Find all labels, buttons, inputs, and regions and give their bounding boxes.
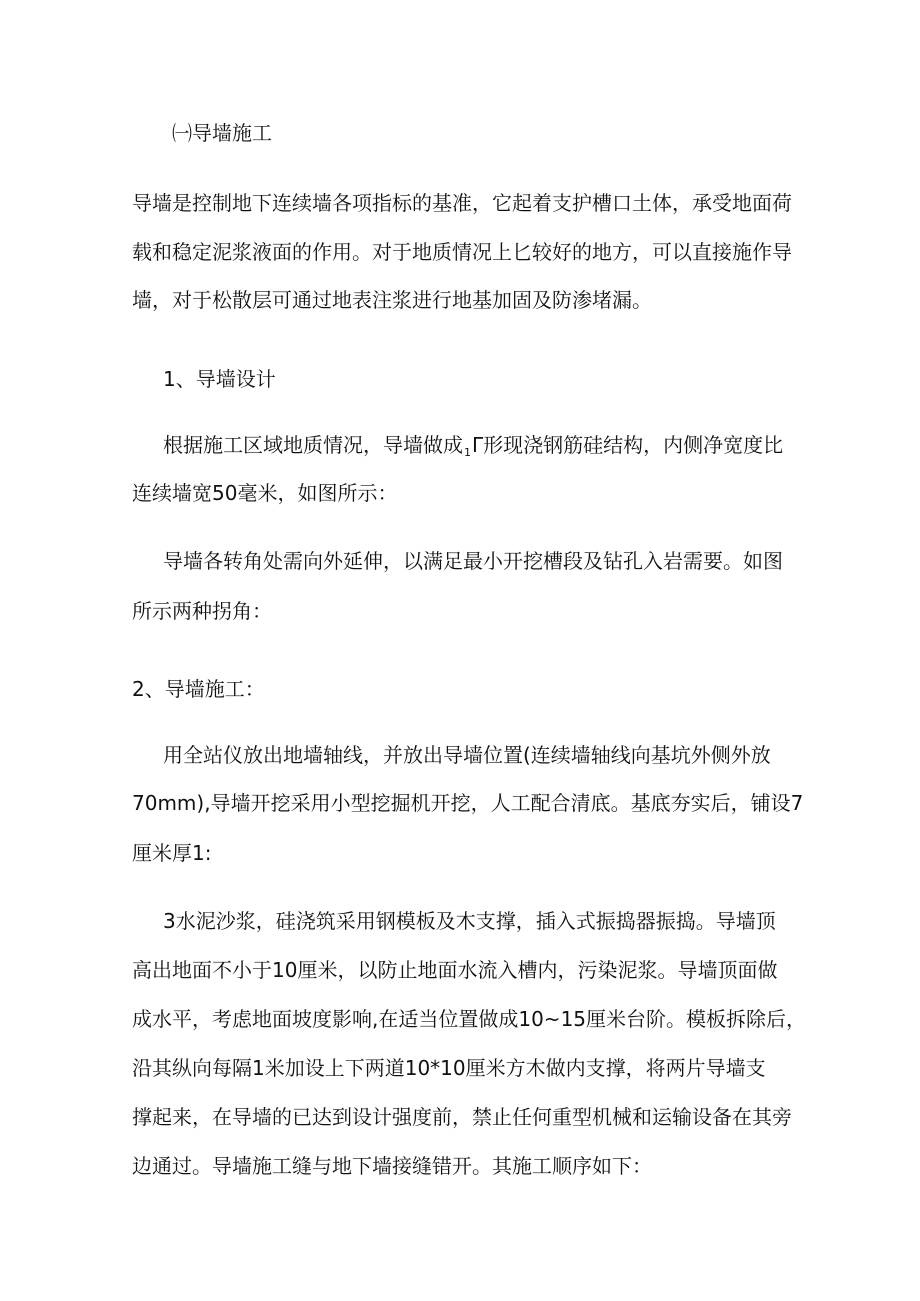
heading-construction: 2、导墙施工：	[132, 677, 265, 701]
p1-line-2: 70mm),导墙开挖采用小型挖掘机开挖，人工配合清底。基底夯实后，铺设7	[132, 791, 804, 815]
intro-line-3: 墙，对于松散层可通过地表注浆进行地基加固及防渗堵漏。	[132, 288, 652, 312]
p2-line-4: 沿其纵向每隔1米加设上下两道10*10厘米方木做内支撑，将两片导墙支	[132, 1056, 766, 1080]
design-line-1-sub: 1	[464, 446, 471, 459]
p2-line-2: 高出地面不小于10厘米，以防止地面水流入槽内，污染泥浆。导墙顶面做	[132, 958, 778, 982]
design-line-1-a: 根据施工区域地质情况，导墙做成	[163, 433, 463, 457]
p2-line-1: 3水泥沙浆，硅浇筑采用钢模板及木支撑，插入式振捣器振捣。导墙顶	[163, 909, 776, 933]
intro-line-1: 导墙是控制地下连续墙各项指标的基准，它起着支护槽口土体，承受地面荷	[132, 191, 792, 215]
p2-line-6: 边通过。导墙施工缝与地下墙接缝错开。其施工顺序如下：	[132, 1154, 652, 1178]
p1-line-1: 用全站仪放出地墙轴线，并放出导墙位置(连续墙轴线向基坑外侧外放	[163, 743, 771, 767]
heading-design: 1、导墙设计	[163, 367, 276, 391]
section-heading: ㈠导墙施工	[172, 121, 272, 145]
design-line-1	[163, 431, 783, 467]
p2-line-5: 撑起来，在导墙的已达到设计强度前，禁止任何重型机械和运输设备在其旁	[132, 1105, 792, 1129]
corner-line-1: 导墙各转角处需向外延伸，以满足最小开挖槽段及钻孔入岩需要。如图	[163, 549, 783, 573]
corner-line-2: 所示两种拐角：	[132, 599, 272, 623]
p1-line-3: 厘米厚1:	[132, 841, 212, 865]
design-line-2: 连续墙宽50毫米，如图所示：	[132, 481, 398, 505]
p2-line-3: 成水平，考虑地面坡度影响,在适当位置做成10~15厘米台阶。模板拆除后，	[132, 1007, 807, 1031]
design-line-1-b: Γ形现浇钢筋硅结构，内侧净宽度比	[472, 433, 784, 457]
intro-line-2: 载和稳定泥浆液面的作用。对于地质情况上匕较好的地方，可以直接施作导	[132, 240, 792, 264]
